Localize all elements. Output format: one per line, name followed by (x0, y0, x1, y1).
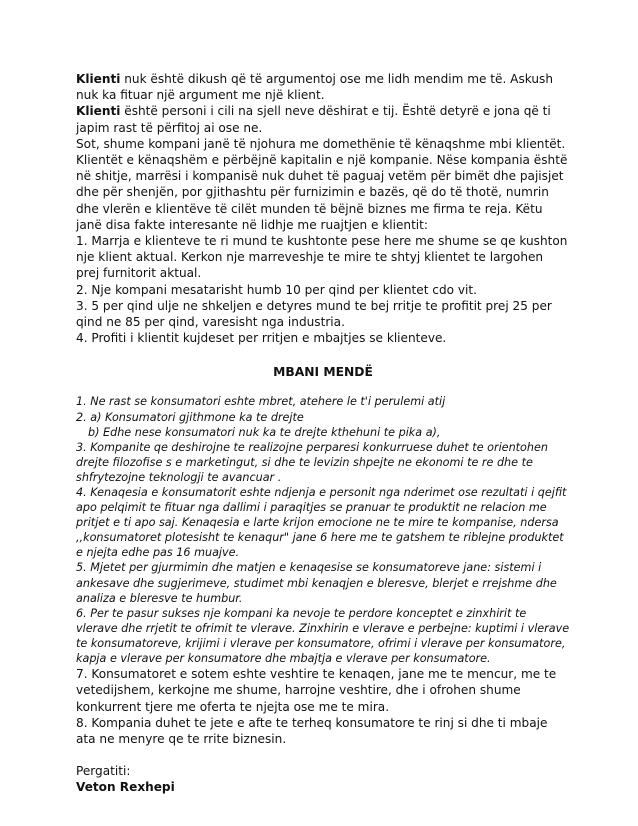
fact-item: 3. 5 per qind ulje ne shkeljen e detyres mund te bej rritje te profitit prej 25 per qind ne 85 per qind, varesisht nga industria. (76, 298, 552, 330)
italic-item: 6. Per te pasur sukses nje kompani ka nevoje te perdore konceptet e zinxhirit te vlerave dhe rrjetit te ofrimit te vlerave. Zinxhirin e vlerave e perbejne: kuptimi i vlerave te konsumatoreve, krijimi i vlerave per konsumatore, ofrimi i vlerave per konsumatore, kapja e vlerave per konsumatore dhe mbajtja e vlerave per konsumatore. (76, 606, 570, 666)
intro-paragraph-3: Sot, shume kompani janë të njohura me domethënie të kënaqshme mbi klientët. Klientët e kënaqshëm e përbëjnë kapitalin e një kompanie. Nëse kompania është në shitje, marrësi i kompanisë nuk duhet të paguaj vetëm për bimët dhe pajisjet dhe për shenjën, por gjithashtu për furnizimin e bazës, që do të thotë, numrin dhe vlerën e klientëve të cilët munden të bëjnë biznes me firma te reja. Këtu janë disa fakte interesante në lidhje me ruajtjen e klientit: (76, 136, 568, 232)
intro-paragraph-2 (76, 103, 570, 135)
fact-item: 4. Profiti i klientit kujdeset per rritjen e mbajtjes se klienteve. (76, 331, 447, 346)
author-name: Veton Rexhepi (76, 780, 175, 795)
closing-item: 7. Konsumatoret e sotem eshte veshtire te kenaqen, jane me te mencur, me te vetedijshem, kerkojne me shume, harrojne veshtire, dhe i ofrohen shume konkurrent tjere me oferta te njejta ose me te mira. (76, 667, 557, 714)
fact-item: 2. Nje kompani mesatarisht humb 10 per qind per klientet cdo vit. (76, 282, 477, 297)
fact-item: 1. Marrja e klienteve te ri mund te kushtonte pese here me shume se qe kushton nje klient aktual. Kerkon nje marreveshje te mire te shtyj klientet te largohen prej furnitorit aktual. (76, 234, 568, 281)
italic-item: 3. Kompanite qe deshirojne te realizojne perparesi konkurruese duhet te orientohen drejte filozofise s e marketingut, si dhe te levizin shpejte ne ekonomi te re dhe te shfrytezojne teknologji te avancuar . (76, 440, 548, 484)
signature-name (76, 779, 570, 795)
spacer (76, 747, 570, 763)
italic-list (76, 394, 570, 666)
intro-paragraph-2-text: është personi i cili na sjell neve dëshirat e tij. Është detyrë e jona që ti japim rast të përfitoj ai ose ne. (76, 104, 551, 135)
italic-item: 4. Kenaqesia e konsumatorit eshte ndjenja e personit nga nderimet ose rezultati i qejfit apo pelqimit te fituar nga dallimi i paraqitjes se pranuar te produktit ne relacion me pritjet e ti apo saj. Kenaqesia e larte krijon emocione ne te mire te kompanise, ndersa ,,konsumatoret plotesisht te kenaqur" jane 6 here me te gatshem te riblejne produktet e njejta edhe pas 16 muajve. (76, 486, 567, 560)
italic-item: 5. Mjetet per gjurmimin dhe matjen e kenaqesise se konsumatoreve jane: sistemi i ankesave dhe sugjerimeve, studimet mbi kenaqjen e bleresve, blerjet e rrejshme dhe analiza e bleresve te humbur. (76, 561, 557, 605)
klienti-term: Klienti (76, 72, 121, 86)
section-heading: MBANI MENDË (273, 365, 373, 380)
signature-label: Pergatiti: (76, 764, 131, 779)
closing-item: 8. Kompania duhet te jete e afte te terheq konsumatore te rinj si dhe ti mbaje ata ne menyre qe te rrite biznesin. (76, 715, 548, 746)
italic-item: 2. a) Konsumatori gjithmone ka te drejte (76, 410, 304, 424)
intro-paragraph-1-text: nuk është dikush që të argumentoj ose me lidh mendim me të. Askush nuk ka fituar një argument me një klient. (76, 72, 554, 103)
intro-paragraph-1 (76, 71, 570, 103)
italic-item: b) Edhe nese konsumatori nuk ka te drejte kthehuni te pika a), (88, 425, 441, 439)
document-page (76, 71, 570, 796)
klienti-term: Klienti (76, 104, 121, 119)
italic-item: 1. Ne rast se konsumatori eshte mbret, atehere le t'i perulemi atij (76, 395, 446, 409)
